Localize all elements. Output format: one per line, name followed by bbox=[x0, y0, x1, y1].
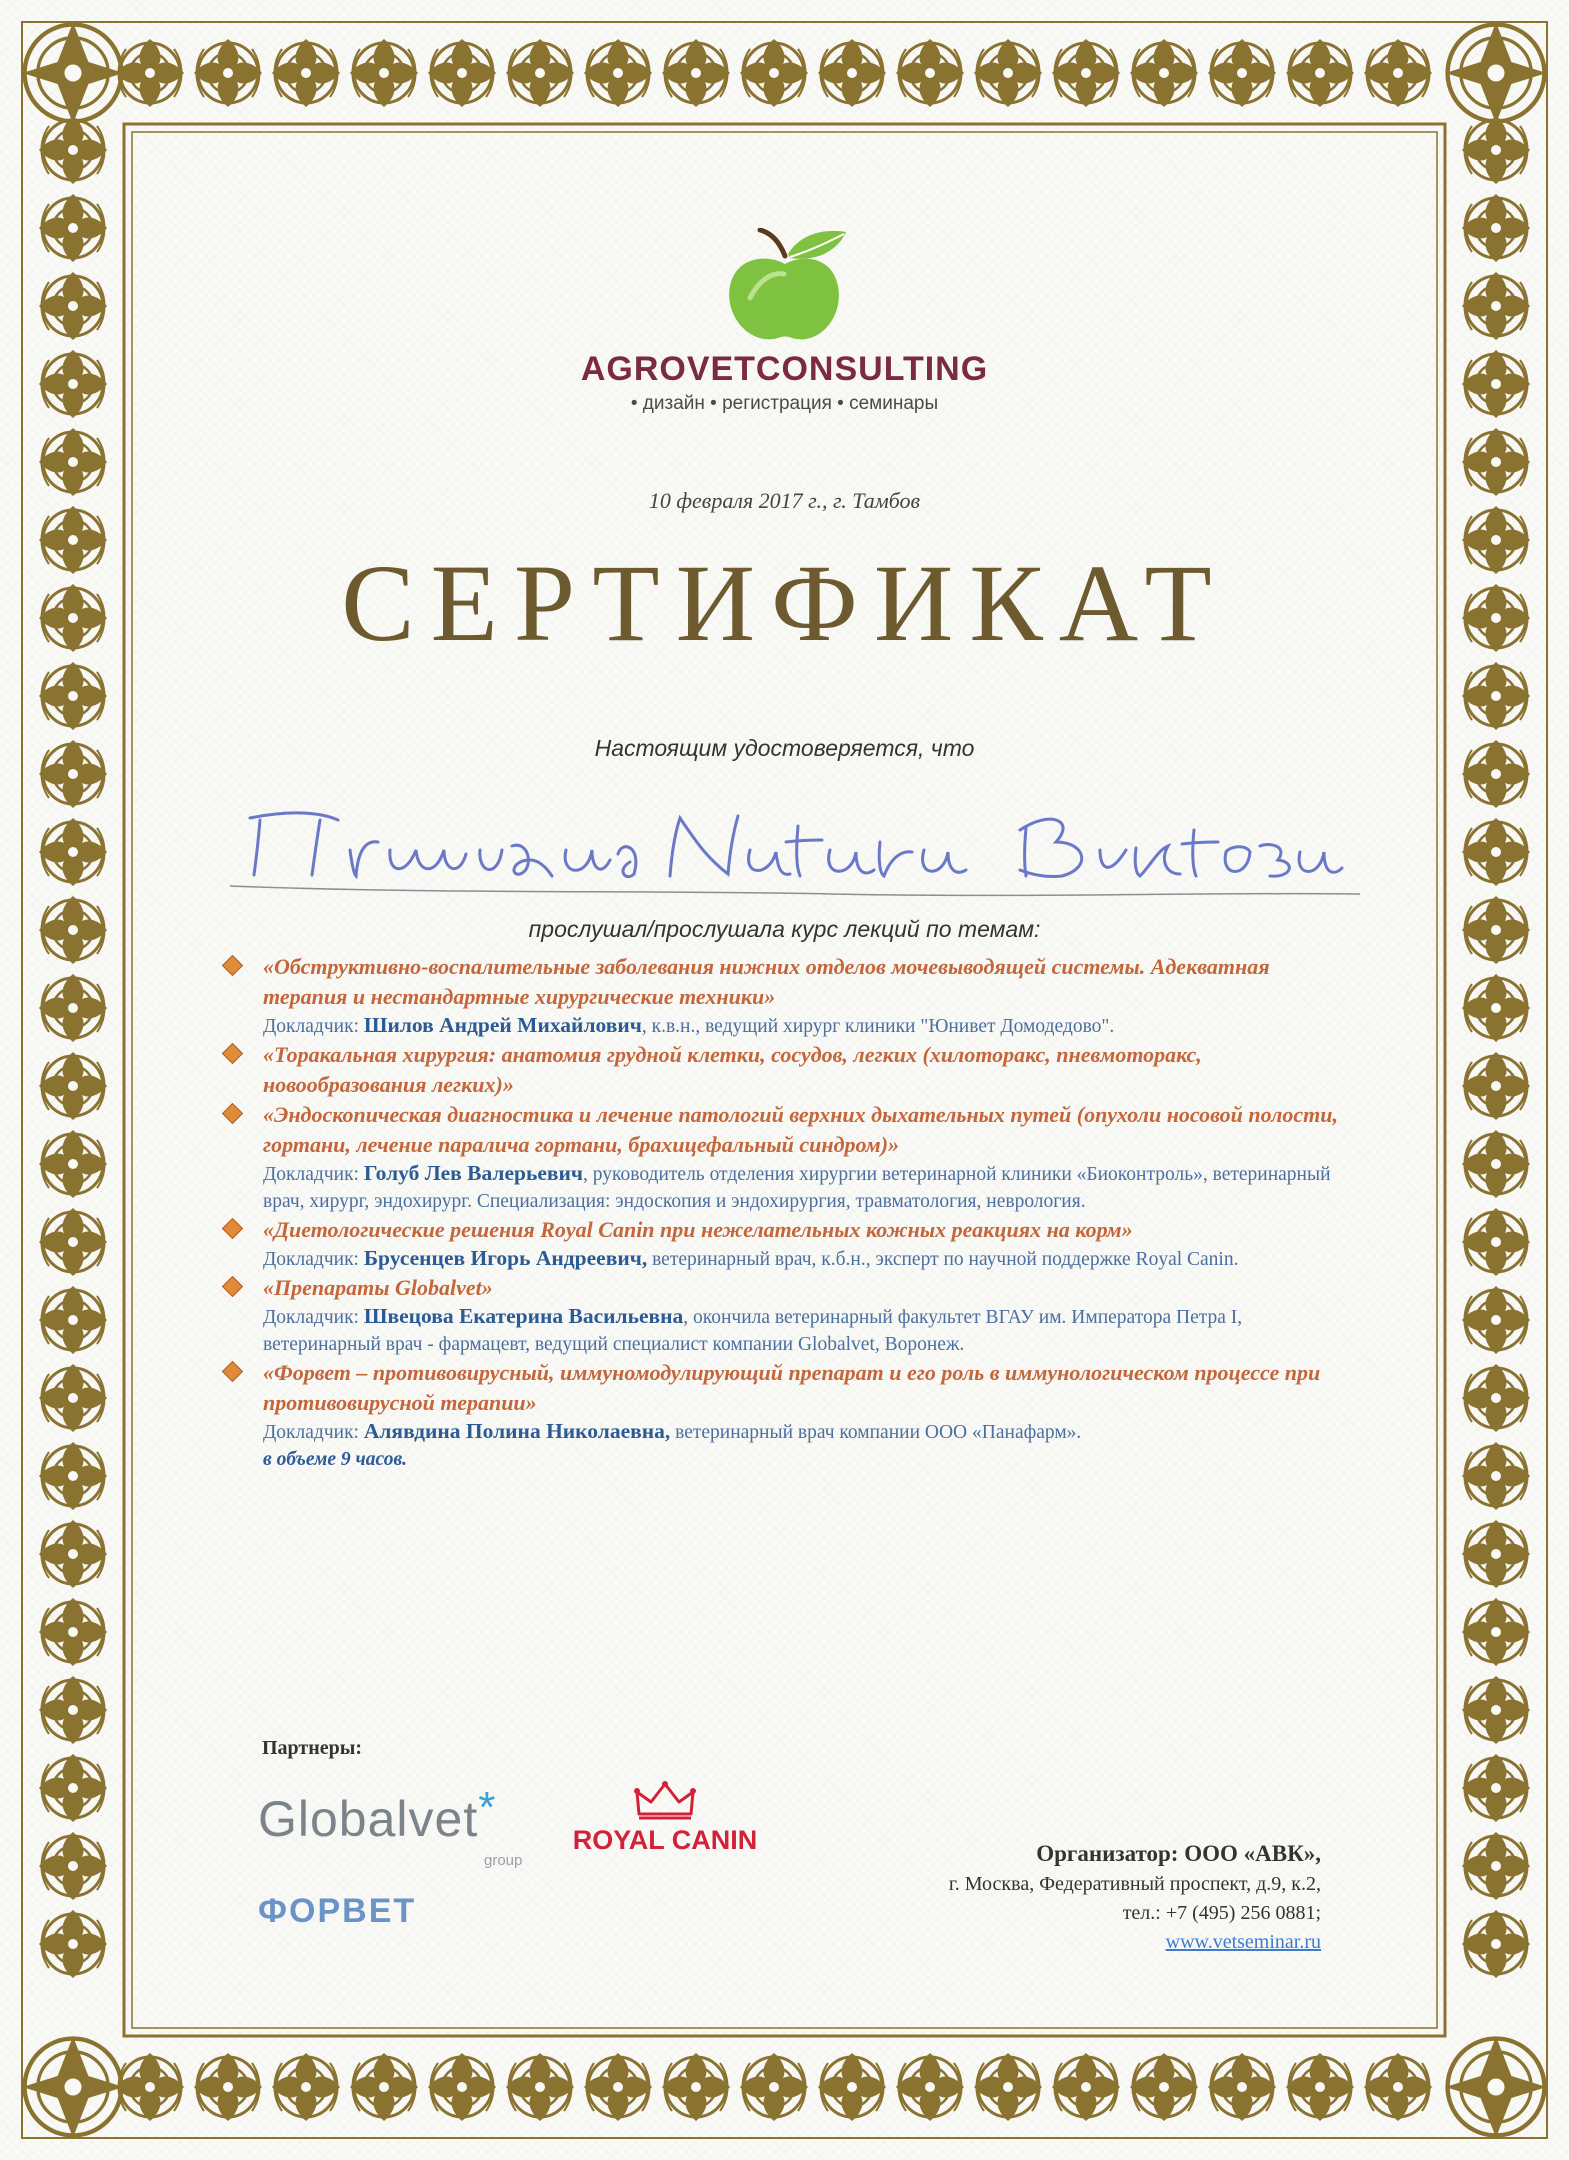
speaker-prefix: Докладчик: bbox=[263, 1016, 359, 1037]
topic-title: «Препараты Globalvet» bbox=[263, 1275, 493, 1300]
certify-text: Настоящим удостоверяется, что bbox=[594, 735, 975, 761]
speaker-name: Алявдина Полина Николаевна, bbox=[363, 1419, 671, 1443]
certificate-title: СЕРТИФИКАТ bbox=[341, 542, 1228, 664]
border-corner-ornament bbox=[1445, 2036, 1546, 2137]
border-ornament bbox=[1364, 2053, 1432, 2121]
border-ornament bbox=[272, 39, 340, 107]
speaker-name: Брусенцев Игорь Андреевич, bbox=[363, 1246, 648, 1270]
list-item bbox=[215, 1358, 1345, 1446]
border-ornament bbox=[1462, 1832, 1530, 1900]
border-ornament bbox=[1462, 1286, 1530, 1354]
border-ornament bbox=[1462, 1910, 1530, 1978]
border-ornament bbox=[1462, 116, 1530, 184]
border-ornament bbox=[1462, 1598, 1530, 1666]
speaker-name: Голуб Лев Валерьевич bbox=[363, 1161, 584, 1185]
listened-text: прослушал/прослушала курс лекций по темам: bbox=[528, 916, 1041, 942]
border-ornament bbox=[1462, 1208, 1530, 1276]
speaker-name: Шилов Андрей Михайлович bbox=[363, 1013, 642, 1037]
border-ornament bbox=[39, 1520, 107, 1588]
border-ornament bbox=[39, 974, 107, 1042]
border-corner-ornament bbox=[1445, 22, 1546, 123]
border-ornament bbox=[39, 1052, 107, 1120]
border-ornament bbox=[1130, 39, 1198, 107]
globalvet-star: * bbox=[478, 1783, 496, 1832]
border-ornament bbox=[39, 1910, 107, 1978]
border-ornament bbox=[506, 39, 574, 107]
list-item bbox=[215, 1100, 1345, 1215]
border-ornament bbox=[662, 39, 730, 107]
bullet-icon bbox=[222, 1276, 243, 1297]
border-ornament bbox=[1286, 2053, 1354, 2121]
speaker-prefix: Докладчик: bbox=[263, 1249, 359, 1270]
border-corner-ornament bbox=[22, 2036, 123, 2137]
border-ornament bbox=[116, 39, 184, 107]
border-ornament bbox=[1462, 818, 1530, 886]
border-ornament bbox=[1462, 428, 1530, 496]
speaker-info: , окончила ветеринарный факультет ВГАУ им. Императора Петра I, ветеринарный врач - фармацевт, ведущий специалист компании Globalvet, Воронеж. bbox=[263, 1307, 1243, 1355]
list-item bbox=[215, 952, 1345, 1040]
border-ornament bbox=[39, 818, 107, 886]
border-ornament bbox=[39, 1442, 107, 1510]
border-ornament bbox=[1052, 39, 1120, 107]
speaker-name: Швецова Екатерина Васильевна bbox=[363, 1304, 684, 1328]
globalvet-logo bbox=[258, 1783, 523, 1869]
border-ornament bbox=[350, 39, 418, 107]
brand-name: AGROVETCONSULTING bbox=[580, 350, 989, 388]
border-ornament bbox=[584, 2053, 652, 2121]
border-ornament bbox=[428, 2053, 496, 2121]
border-ornament bbox=[39, 1130, 107, 1198]
border-ornament bbox=[740, 2053, 808, 2121]
border-ornament bbox=[1462, 662, 1530, 730]
border-ornament bbox=[1462, 1754, 1530, 1822]
topic-title: «Диетологические решения Royal Canin при нежелательных кожных реакциях на корм» bbox=[263, 1217, 1133, 1242]
border-ornament bbox=[194, 39, 262, 107]
speaker-line bbox=[263, 1245, 1345, 1273]
border-ornament bbox=[1052, 2053, 1120, 2121]
list-item bbox=[215, 1273, 1345, 1358]
bullet-icon bbox=[222, 1043, 243, 1064]
speaker-line bbox=[263, 1418, 1345, 1446]
border-ornament bbox=[428, 39, 496, 107]
partners-label: Партнеры: bbox=[262, 1737, 363, 1759]
speaker-info: , к.в.н., ведущий хирург клиники "Юнивет Домодедово". bbox=[641, 1016, 1115, 1037]
border-ornament bbox=[39, 1754, 107, 1822]
speaker-prefix: Докладчик: bbox=[263, 1422, 359, 1443]
border-ornament bbox=[194, 2053, 262, 2121]
bullet-icon bbox=[222, 1218, 243, 1239]
forvet-logo: ФОРВЕТ bbox=[258, 1892, 417, 1930]
border-ornament bbox=[1462, 1676, 1530, 1744]
border-ornament bbox=[1462, 1520, 1530, 1588]
border-ornament bbox=[39, 1208, 107, 1276]
agrovet-logo bbox=[0, 228, 1569, 415]
border-ornament bbox=[974, 39, 1042, 107]
speaker-info: ветеринарный врач компании ООО «Панафарм». bbox=[670, 1422, 1082, 1443]
border-ornament bbox=[1462, 1442, 1530, 1510]
globalvet-wordmark: Globalvet bbox=[258, 1791, 479, 1847]
organizer-address: г. Москва, Федеративный проспект, д.9, к.2, bbox=[948, 1873, 1321, 1895]
border-ornament bbox=[584, 39, 652, 107]
border-ornament bbox=[39, 1286, 107, 1354]
border-ornament bbox=[1462, 1364, 1530, 1432]
border-ornament bbox=[1364, 39, 1432, 107]
border-ornament bbox=[116, 2053, 184, 2121]
organizer-title: Организатор: ООО «АВК», bbox=[1036, 1841, 1321, 1866]
border-ornament bbox=[1286, 39, 1354, 107]
border-ornament bbox=[974, 2053, 1042, 2121]
globalvet-group: group bbox=[484, 1852, 523, 1869]
speaker-line bbox=[263, 1303, 1345, 1358]
crown-icon bbox=[633, 1780, 697, 1820]
topic-title: «Эндоскопическая диагностика и лечение патологий верхних дыхательных путей (опухоли носовой полости, гортани, лечение паралича гортани, брахицефальный синдром)» bbox=[263, 1102, 1339, 1157]
speaker-line bbox=[263, 1160, 1345, 1215]
topic-title: «Обструктивно-воспалительные заболевания нижних отделов мочевыводящей системы. Адекватная терапия и нестандартные хирургические техники» bbox=[263, 954, 1270, 1009]
border-corner-ornament bbox=[22, 22, 123, 123]
speaker-line bbox=[263, 1012, 1345, 1040]
speaker-prefix: Докладчик: bbox=[263, 1307, 359, 1328]
bullet-icon bbox=[222, 1103, 243, 1124]
border-ornament bbox=[1462, 1130, 1530, 1198]
border-ornament bbox=[662, 2053, 730, 2121]
speaker-prefix: Докладчик: bbox=[263, 1164, 359, 1185]
border-ornament bbox=[1130, 2053, 1198, 2121]
topic-title: «Торакальная хирургия: анатомия грудной клетки, сосудов, легких (хилоторакс, пневмоторакс, новообразования легких)» bbox=[263, 1042, 1202, 1097]
speaker-info: , руководитель отделения хирургии ветеринарной клиники «Биоконтроль», ветеринарный врач, хирург, эндохирург. Специализация: эндоскопия и эндохирургия, травматология, неврология. bbox=[263, 1164, 1331, 1212]
list-item bbox=[215, 1215, 1345, 1273]
bullet-icon bbox=[222, 1361, 243, 1382]
organizer-block bbox=[681, 1838, 1321, 1957]
border-ornament bbox=[896, 2053, 964, 2121]
brand-tagline: • дизайн • регистрация • семинары bbox=[630, 393, 939, 414]
border-ornament bbox=[818, 2053, 886, 2121]
border-ornament bbox=[39, 1598, 107, 1666]
border-ornament bbox=[350, 2053, 418, 2121]
border-ornament bbox=[39, 1364, 107, 1432]
border-ornament bbox=[1208, 2053, 1276, 2121]
border-ornament bbox=[1462, 974, 1530, 1042]
royal-canin-wordmark: ROYAL CANIN bbox=[572, 1825, 758, 1855]
topic-title: «Форвет – противовирусный, иммуномодулирующий препарат и его роль в иммунологическом процессе при противовирусной терапии» bbox=[263, 1360, 1321, 1415]
border-ornament bbox=[39, 1832, 107, 1900]
border-ornament bbox=[39, 662, 107, 730]
border-ornament bbox=[1208, 39, 1276, 107]
border-ornament bbox=[39, 116, 107, 184]
border-ornament bbox=[1462, 1052, 1530, 1120]
list-item bbox=[215, 1040, 1345, 1100]
speaker-info: ветеринарный врач, к.б.н., эксперт по научной поддержке Royal Canin. bbox=[647, 1249, 1239, 1270]
bullet-icon bbox=[222, 955, 243, 976]
handwritten-recipient-name bbox=[230, 790, 1360, 900]
border-ornament bbox=[39, 428, 107, 496]
organizer-phone: тел.: +7 (495) 256 0881; bbox=[1122, 1902, 1321, 1924]
border-ornament bbox=[506, 2053, 574, 2121]
hours-text: в объеме 9 часов. bbox=[263, 1449, 408, 1470]
green-apple-icon bbox=[720, 228, 850, 348]
border-ornament bbox=[896, 39, 964, 107]
border-ornament bbox=[272, 2053, 340, 2121]
topics-list bbox=[215, 952, 1345, 1474]
organizer-website-link[interactable]: www.vetseminar.ru bbox=[1165, 1931, 1321, 1953]
border-ornament bbox=[39, 1676, 107, 1744]
date-place: 10 февраля 2017 г., г. Тамбов bbox=[648, 488, 921, 513]
border-ornament bbox=[818, 39, 886, 107]
border-ornament bbox=[740, 39, 808, 107]
